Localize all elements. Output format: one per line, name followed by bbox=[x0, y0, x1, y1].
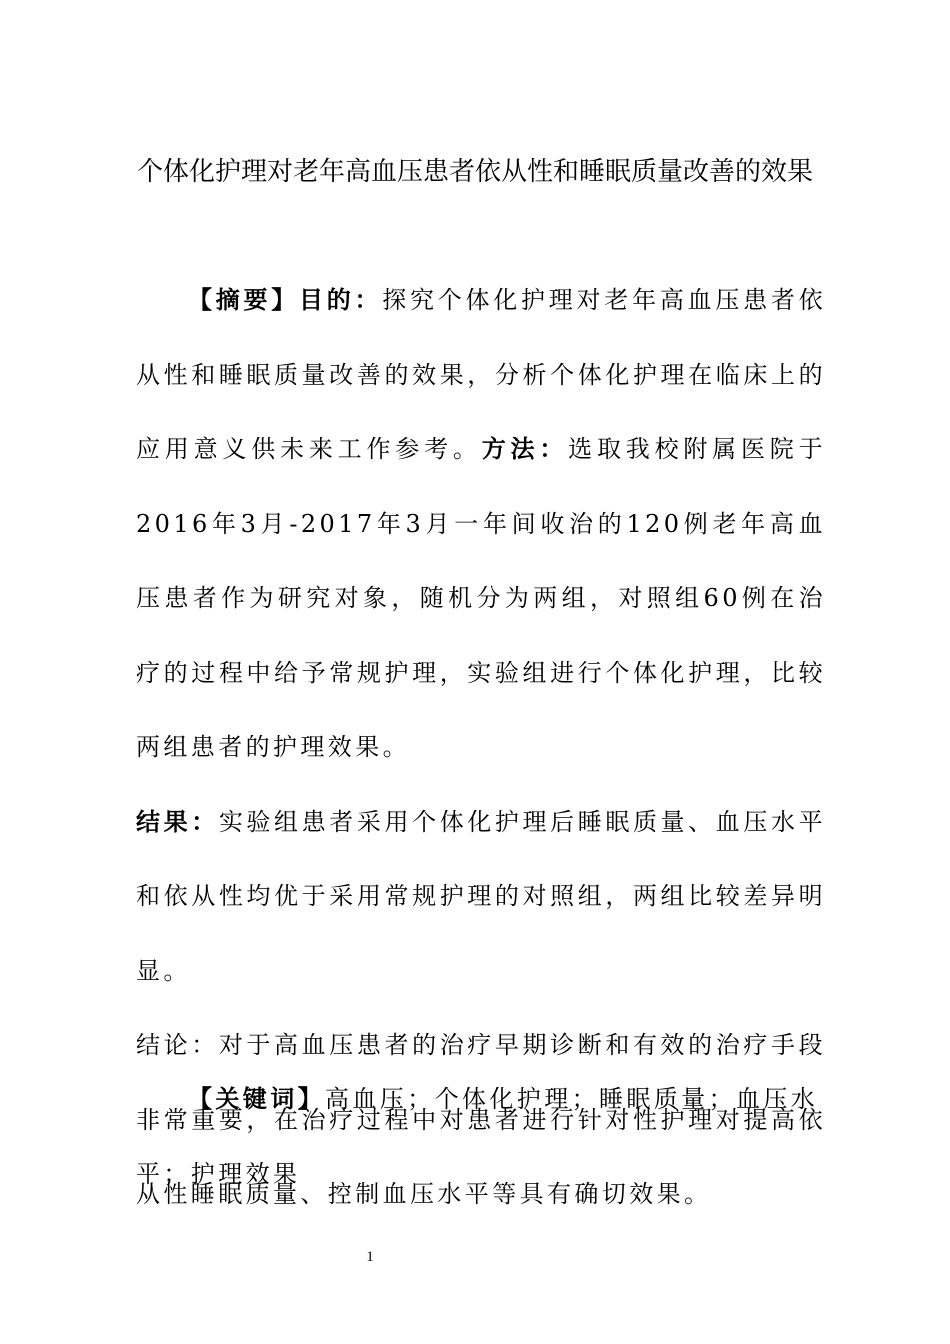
abstract-paragraph bbox=[136, 263, 826, 785]
keywords-label: 【关键词】 bbox=[188, 1084, 325, 1113]
results-label: 结果： bbox=[136, 806, 219, 836]
keywords-paragraph bbox=[136, 1062, 836, 1211]
page-number: 1 bbox=[366, 1249, 374, 1265]
objective-text: 探究个体化护理对老年高血压患者依从性和睡眠质量改善的效果，分析个体化护理在临床上的应用意义供未来工作参考。 bbox=[136, 286, 826, 463]
document-title: 个体化护理对老年高血压患者依从性和睡眠质量改善的效果 bbox=[136, 157, 813, 187]
keywords-text: 高血压；个体化护理；睡眠质量；血压水平；护理效果 bbox=[136, 1085, 819, 1188]
objective-label: 目的： bbox=[299, 285, 383, 314]
abstract-label: 【摘要】 bbox=[188, 285, 300, 314]
conclusion-paragraph: 结论：对于高血压患者的治疗早期诊断和有效的治疗手段非常重要，在治疗过程中对患者进行针对性护理对提高依从性睡眠质量、控制血压水平等具有确切效果。 bbox=[136, 1031, 826, 1208]
keywords-section bbox=[136, 1062, 836, 1211]
methods-text: 选取我校附属医院于2016年3月-2017年3月一年间收治的120例老年高血压患者作为研究对象，随机分为两组，对照组60例在治疗的过程中给予常规护理，实验组进行个体化护理，比较两组患者的护理效果。 bbox=[136, 435, 827, 761]
results-text: 实验组患者采用个体化护理后睡眠质量、血压水平和依从性均优于采用常规护理的对照组，两组比较差异明显。 bbox=[136, 807, 826, 985]
results-paragraph bbox=[136, 785, 826, 1009]
methods-label: 方法： bbox=[481, 434, 569, 463]
